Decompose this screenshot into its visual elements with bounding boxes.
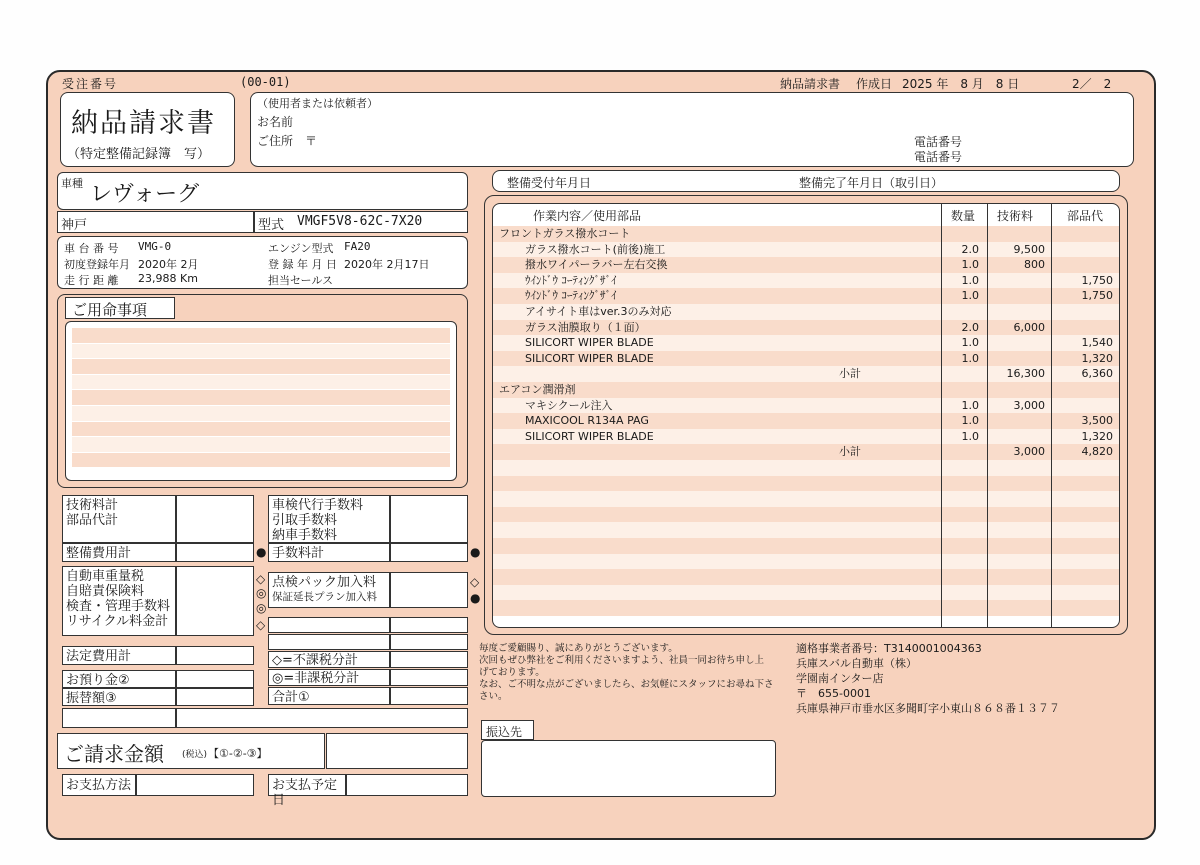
- pickup-fee-label: 引取手数料: [272, 513, 338, 528]
- pack-value: [390, 572, 468, 608]
- dealer-postal: 〒 655-0001: [796, 687, 871, 700]
- notice-line: 毎度ご愛顧賜り、誠にありがとうございます。: [479, 643, 678, 654]
- items-table: [492, 203, 1120, 628]
- first-reg: 2020年 2月: [138, 258, 199, 271]
- nontax-value: [390, 651, 468, 668]
- request-line: [72, 375, 450, 391]
- delivery-fee-label: 納車手数料: [272, 528, 338, 543]
- fees-label-cell: [268, 495, 390, 543]
- request-line: [72, 422, 450, 438]
- notice-line: 次回もぜひ弊社をご利用くださいますよう、社員一同お待ち申し上: [479, 655, 765, 666]
- item-tech: 3,000: [1013, 398, 1045, 412]
- request-line: [72, 453, 450, 469]
- notice-line: なお、ご不明な点がございましたら、お気軽にスタッフにお尋ね下さ: [479, 679, 774, 690]
- col-divider: [941, 204, 942, 627]
- phone-label-2: 電話番号: [914, 150, 963, 164]
- page-number: 2／ 2: [1072, 77, 1112, 91]
- item-name: エアコン潤滑剤: [499, 383, 576, 396]
- col-work: 作業内容／使用部品: [533, 209, 642, 223]
- double-circle-marker: ◎: [256, 601, 267, 615]
- weight-tax-label: 自動車重量税: [66, 569, 145, 584]
- request-lines: [72, 328, 450, 468]
- model-label: 型式: [258, 218, 285, 233]
- blank-row: [390, 634, 468, 650]
- item-name: MAXICOOL R134A PAG: [525, 414, 649, 428]
- page-subtitle: （特定整備記録簿 写）: [67, 147, 211, 162]
- col-tech: 技術料: [997, 209, 1034, 223]
- address-label: ご住所 〒: [257, 134, 318, 148]
- model-box: [254, 211, 468, 233]
- item-parts: 3,500: [1081, 414, 1113, 428]
- transfer-to-area[interactable]: [481, 740, 776, 797]
- blank-row: [62, 708, 176, 728]
- request-line: [72, 406, 450, 422]
- received-label: 整備受付年月日: [507, 176, 592, 190]
- request-line: [72, 437, 450, 453]
- reg-date-label: 登 録 年 月 日: [268, 258, 337, 271]
- customer-caption: （使用者または依頼者）: [257, 97, 378, 110]
- parts-total-label: 部品代計: [66, 513, 119, 528]
- vehicle-details-box: [57, 236, 468, 289]
- item-parts: 1,540: [1081, 336, 1113, 350]
- dealer-info: [796, 641, 1060, 716]
- order-number: (00-01): [240, 75, 291, 89]
- item-parts: 4,820: [1081, 445, 1113, 459]
- item-parts: 1,320: [1081, 351, 1113, 365]
- item-qty: 1.0: [961, 289, 979, 303]
- request-line: [72, 390, 450, 406]
- diamond-marker: ◇: [470, 575, 480, 589]
- inspect-admin-label: 検査・管理手数料: [66, 599, 171, 614]
- col-divider: [987, 204, 988, 627]
- maint-total-label: 整備費用計: [62, 543, 176, 562]
- item-name: SILICORT WIPER BLADE: [525, 336, 654, 350]
- item-name: マキシクール注入: [525, 398, 613, 412]
- col-qty: 数量: [951, 209, 976, 223]
- completed-label: 整備完了年月日（取引日）: [799, 176, 944, 190]
- blank-row: [176, 708, 468, 728]
- item-qty: 1.0: [961, 414, 979, 428]
- item-tech: 3,000: [1013, 445, 1045, 459]
- item-qty: 2.0: [961, 320, 979, 334]
- inspection-fee-label: 車検代行手数料: [272, 498, 364, 513]
- dealer-address: 兵庫県神戸市垂水区多聞町字小東山８６８番１３７７: [796, 702, 1060, 715]
- item-name: 小計: [839, 445, 861, 459]
- grand-total-label: ご請求金額: [64, 742, 164, 766]
- transfer-value: [176, 688, 254, 706]
- legal-value: [176, 566, 254, 636]
- order-number-label: 受注番号: [62, 77, 119, 91]
- item-name: 小計: [839, 367, 861, 381]
- model-code: VMGF5V8-62C-7X20: [297, 214, 423, 229]
- item-name: ｳｲﾝﾄﾞｳ ｺｰﾃｨﾝｸﾞｻﾞｲ: [525, 273, 617, 287]
- service-dates-box: [492, 170, 1120, 192]
- title-box: [60, 92, 235, 167]
- item-qty: 1.0: [961, 351, 979, 365]
- empty-row: [493, 600, 1119, 616]
- request-line: [72, 359, 450, 375]
- blank-row: [390, 617, 468, 633]
- item-qty: 2.0: [961, 242, 979, 256]
- pack-label: 点検パック加入料: [272, 575, 377, 590]
- item-row: [493, 273, 1119, 289]
- pay-date-field[interactable]: [346, 774, 468, 796]
- item-row: [493, 242, 1119, 258]
- deposit-value: [176, 670, 254, 688]
- sales-label: 担当セールス: [268, 274, 334, 287]
- item-name: ｳｲﾝﾄﾞｳ ｺｰﾃｨﾝｸﾞｻﾞｲ: [525, 289, 617, 303]
- region-box: [57, 211, 254, 233]
- pay-date-label: お支払予定日: [268, 774, 346, 796]
- diamond-marker: ◇: [256, 618, 266, 632]
- item-parts: 1,750: [1081, 273, 1113, 287]
- vehicle-type-box: [57, 172, 468, 210]
- item-name: 撥水ワイパーラバー左右交換: [525, 258, 668, 272]
- item-row: [493, 335, 1119, 351]
- request-label: ご用命事項: [72, 301, 148, 319]
- item-tech: 800: [1024, 258, 1045, 272]
- double-circle-marker: ◎: [256, 586, 267, 600]
- vehicle-type: レヴォーグ: [90, 182, 200, 207]
- item-row: [493, 226, 1119, 242]
- tech-parts-value: [176, 495, 254, 543]
- col-divider: [1051, 204, 1052, 627]
- name-label: お名前: [257, 115, 294, 129]
- item-tech: 16,300: [1006, 367, 1045, 381]
- item-name: ガラス油膜取り（１面）: [525, 320, 646, 334]
- notice-line: さい。: [479, 691, 508, 702]
- legal-total-value: [176, 646, 254, 665]
- pay-method-label: お支払方法: [62, 774, 136, 796]
- first-reg-label: 初度登録年月: [64, 258, 130, 271]
- empty-row: [493, 491, 1119, 507]
- dot-marker: ●: [256, 545, 267, 559]
- page-title: 納品請求書: [71, 108, 216, 139]
- deposit-label: お預り金②: [62, 670, 176, 688]
- reg-date: 2020年 2月17日: [344, 258, 430, 271]
- empty-row: [493, 507, 1119, 523]
- dealer-company: 兵庫スバル自動車（株）: [796, 657, 917, 670]
- legal-label-cell: [62, 566, 176, 636]
- item-row: [493, 413, 1119, 429]
- insurance-label: 自賠責保険料: [66, 584, 145, 599]
- grand-total-formula: 【①-②-③】: [208, 747, 268, 760]
- doc-name: 納品請求書: [780, 77, 841, 91]
- grand-total-value: [326, 733, 468, 769]
- maint-total-value: [176, 543, 254, 562]
- customer-box: [250, 92, 1134, 167]
- total1-label: 合計①: [268, 687, 390, 705]
- item-parts: 1,320: [1081, 429, 1113, 443]
- request-area[interactable]: [65, 321, 457, 481]
- item-row: [493, 288, 1119, 304]
- empty-row: [493, 538, 1119, 554]
- transfer-to-label: 振込先: [486, 725, 523, 739]
- dot-marker: ●: [470, 591, 481, 605]
- item-qty: 1.0: [961, 429, 979, 443]
- item-qty: 1.0: [961, 258, 979, 272]
- fee-total-label: 手数料計: [268, 543, 390, 562]
- exempt-value: [390, 669, 468, 686]
- dealer-reg-no: 適格事業者番号：T3140001004363: [796, 642, 982, 655]
- item-row: [493, 382, 1119, 398]
- item-row: [493, 398, 1119, 414]
- diamond-marker: ◇: [256, 572, 266, 586]
- items-header-row: [493, 207, 1119, 225]
- grand-total-label-box: [57, 733, 325, 769]
- blank-row: [268, 634, 390, 650]
- notice-line: げております。: [479, 667, 545, 678]
- engine-label: エンジン型式: [268, 242, 334, 255]
- pay-method-field[interactable]: [136, 774, 254, 796]
- empty-row: [493, 460, 1119, 476]
- fees-value: [390, 495, 468, 543]
- transfer-label: 振替額③: [62, 688, 176, 706]
- item-parts: 6,360: [1081, 367, 1113, 381]
- item-name: SILICORT WIPER BLADE: [525, 351, 654, 365]
- empty-row: [493, 569, 1119, 585]
- request-line: [72, 328, 450, 344]
- item-qty: 1.0: [961, 273, 979, 287]
- item-qty: 1.0: [961, 336, 979, 350]
- created-label: 作成日: [856, 77, 893, 91]
- phone-label-1: 電話番号: [914, 135, 963, 149]
- empty-row: [493, 585, 1119, 601]
- item-row: [493, 351, 1119, 367]
- item-qty: 1.0: [961, 398, 979, 412]
- grand-total-note: (税込): [182, 750, 208, 760]
- request-box: [57, 294, 468, 488]
- empty-row: [493, 522, 1119, 538]
- chassis-number: VMG-0: [138, 240, 172, 253]
- empty-row: [493, 554, 1119, 570]
- pack-label-cell: [268, 572, 390, 608]
- mileage: 23,988 Km: [138, 272, 198, 285]
- notice-text: [479, 643, 779, 703]
- legal-total-label: 法定費用計: [62, 646, 176, 665]
- mileage-label: 走 行 距 離: [64, 274, 119, 287]
- item-tech: 6,000: [1013, 320, 1045, 334]
- transfer-to-label-box: [481, 720, 534, 740]
- item-row: [493, 320, 1119, 336]
- item-tech: 9,500: [1013, 242, 1045, 256]
- item-row: [493, 429, 1119, 445]
- item-name: SILICORT WIPER BLADE: [525, 429, 654, 443]
- blank-row: [268, 617, 390, 633]
- total1-value: [390, 687, 468, 705]
- dealer-branch: 学園南インター店: [796, 672, 884, 685]
- chassis-label: 車 台 番 号: [64, 242, 119, 255]
- recycle-label: リサイクル料金計: [66, 614, 169, 629]
- nontax-label: ◇=不課税分計: [268, 651, 390, 668]
- empty-row: [493, 476, 1119, 492]
- fee-total-value: [390, 543, 468, 562]
- dot-marker: ●: [470, 545, 481, 559]
- tech-total-label: 技術料計: [66, 498, 119, 513]
- tech-parts-label-cell: [62, 495, 176, 543]
- item-row: [493, 304, 1119, 320]
- request-label-box: [65, 297, 175, 319]
- created-date: 2025 年 8 月 8 日: [902, 77, 1020, 91]
- region: 神戸: [61, 218, 88, 233]
- col-parts: 部品代: [1067, 209, 1104, 223]
- vehicle-type-label: 車種: [61, 177, 83, 190]
- item-row: [493, 444, 1119, 460]
- item-name: フロントガラス撥水コート: [499, 227, 631, 240]
- item-row: [493, 257, 1119, 273]
- item-parts: 1,750: [1081, 289, 1113, 303]
- engine-type: FA20: [344, 240, 371, 253]
- item-row: [493, 366, 1119, 382]
- request-line: [72, 344, 450, 360]
- warranty-label: 保証延長プラン加入料: [272, 591, 377, 603]
- item-name: アイサイト車はver.3のみ対応: [525, 305, 672, 318]
- item-name: ガラス撥水コート(前後)施工: [525, 242, 666, 256]
- exempt-label: ◎=非課税分計: [268, 669, 390, 686]
